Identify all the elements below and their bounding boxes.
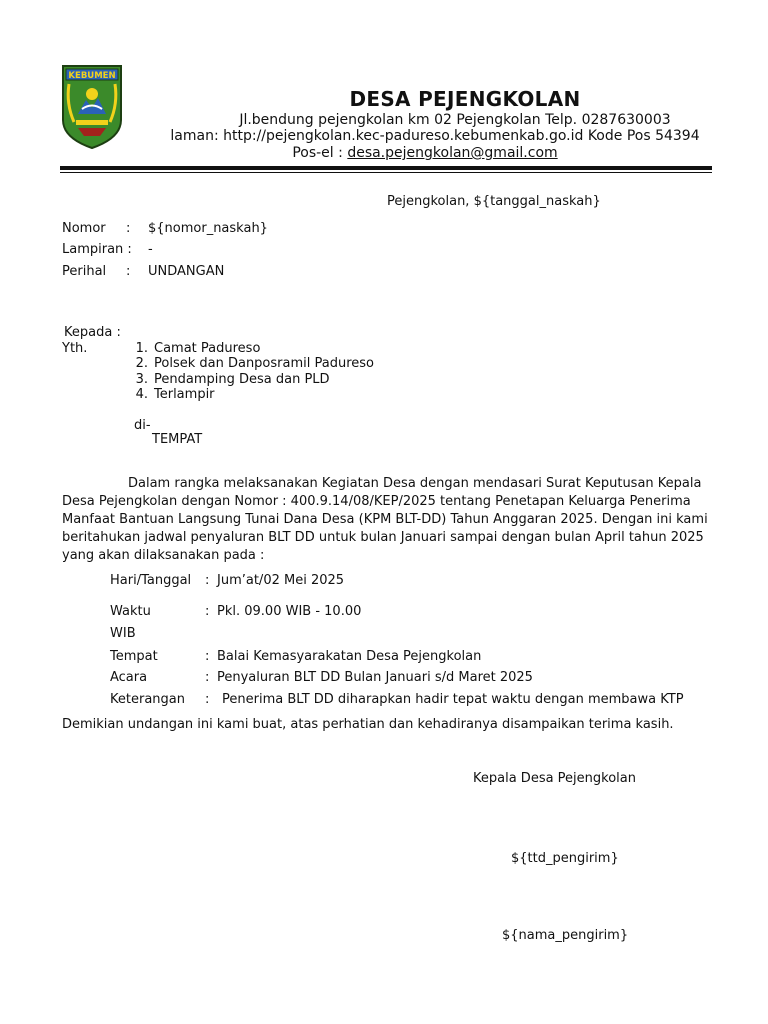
detail-label-acara: Acara <box>110 670 148 685</box>
logo-text: KEBUMEN <box>68 71 116 81</box>
recipient-item: Terlampir <box>154 387 215 402</box>
detail-colon: : <box>205 573 210 588</box>
meta-value-perihal: UNDANGAN <box>148 264 225 279</box>
body-line: Desa Pejengkolan dengan Nomor : 400.9.14/08/KEP/2025 tentang Penetapan Keluarga Penerima <box>62 494 691 509</box>
meta-colon-perihal: : <box>126 264 131 279</box>
body-line: Manfaat Bantuan Langsung Tunai Dana Desa (KPM BLT-DD) Tahun Anggaran 2025. Dengan ini kami <box>62 512 708 527</box>
meta-value-nomor: ${nomor_naskah} <box>148 221 268 236</box>
recipient-num: 2. <box>135 356 148 371</box>
detail-label-tempat: Tempat <box>110 649 158 664</box>
kebumen-regency-emblem <box>60 64 124 150</box>
detail-value-hari: Jum’at/02 Mei 2025 <box>217 573 345 588</box>
body-line: beritahukan jadwal penyaluran BLT DD untuk bulan Januari sampai dengan bulan April tahun 2025 <box>62 530 704 545</box>
meta-label-perihal: Perihal <box>62 264 107 279</box>
meta-label-nomor: Nomor <box>62 221 106 236</box>
recipient-num: 3. <box>135 372 148 387</box>
email-link[interactable]: desa.pejengkolan@gmail.com <box>347 145 558 161</box>
body-line: yang akan dilaksanakan pada : <box>62 548 265 563</box>
body-line: Dalam rangka melaksanakan Kegiatan Desa dengan mendasari Surat Keputusan Kepala <box>128 476 702 491</box>
meta-label-lampiran: Lampiran : <box>62 242 132 257</box>
detail-colon: : <box>205 604 210 619</box>
detail-value-waktu: Pkl. 09.00 WIB - 10.00 <box>217 604 362 619</box>
letterhead-rule-thin <box>60 172 712 173</box>
detail-label-waktu: Waktu <box>110 604 151 619</box>
village-email-line <box>140 145 710 161</box>
signature-position: Kepala Desa Pejengkolan <box>473 771 636 786</box>
recipient-num: 1. <box>135 341 148 356</box>
signature-name-placeholder: ${nama_pengirim} <box>502 928 629 943</box>
detail-colon: : <box>205 670 210 685</box>
detail-value-keterangan: Penerima BLT DD diharapkan hadir tepat waktu dengan membawa KTP <box>222 692 684 707</box>
email-label: Pos-el : <box>292 145 348 161</box>
detail-waktu-wrap: WIB <box>110 626 136 641</box>
place-date: Pejengkolan, ${tanggal_naskah} <box>387 194 601 209</box>
detail-colon: : <box>205 649 210 664</box>
village-title: DESA PEJENGKOLAN <box>349 87 581 111</box>
detail-label-hari: Hari/Tanggal <box>110 573 192 588</box>
recipient-item: Pendamping Desa dan PLD <box>154 372 330 387</box>
detail-value-tempat: Balai Kemasyarakatan Desa Pejengkolan <box>217 649 482 664</box>
yth-label: Yth. <box>62 341 88 356</box>
signature-ttd-placeholder: ${ttd_pengirim} <box>511 851 619 866</box>
kepada-label: Kepada : <box>64 325 121 340</box>
meta-value-lampiran: - <box>148 242 153 257</box>
di-label: di- <box>134 418 151 433</box>
detail-label-keterangan: Keterangan <box>110 692 185 707</box>
detail-colon: : <box>205 692 210 707</box>
letterhead-rule-thick <box>60 166 712 170</box>
recipient-num: 4. <box>135 387 148 402</box>
village-address: Jl.bendung pejengkolan km 02 Pejengkolan Telp. 0287630003 <box>239 112 671 128</box>
village-website: laman: http://pejengkolan.kec-padureso.kebumenkab.go.id Kode Pos 54394 <box>170 128 700 144</box>
detail-value-acara: Penyaluran BLT DD Bulan Januari s/d Maret 2025 <box>217 670 533 685</box>
recipient-item: Camat Padureso <box>154 341 261 356</box>
recipient-item: Polsek dan Danposramil Padureso <box>154 356 374 371</box>
closing-sentence: Demikian undangan ini kami buat, atas perhatian dan kehadiranya disampaikan terima kasih. <box>62 717 674 732</box>
meta-colon-nomor: : <box>126 221 131 236</box>
tempat-label: TEMPAT <box>152 432 203 447</box>
